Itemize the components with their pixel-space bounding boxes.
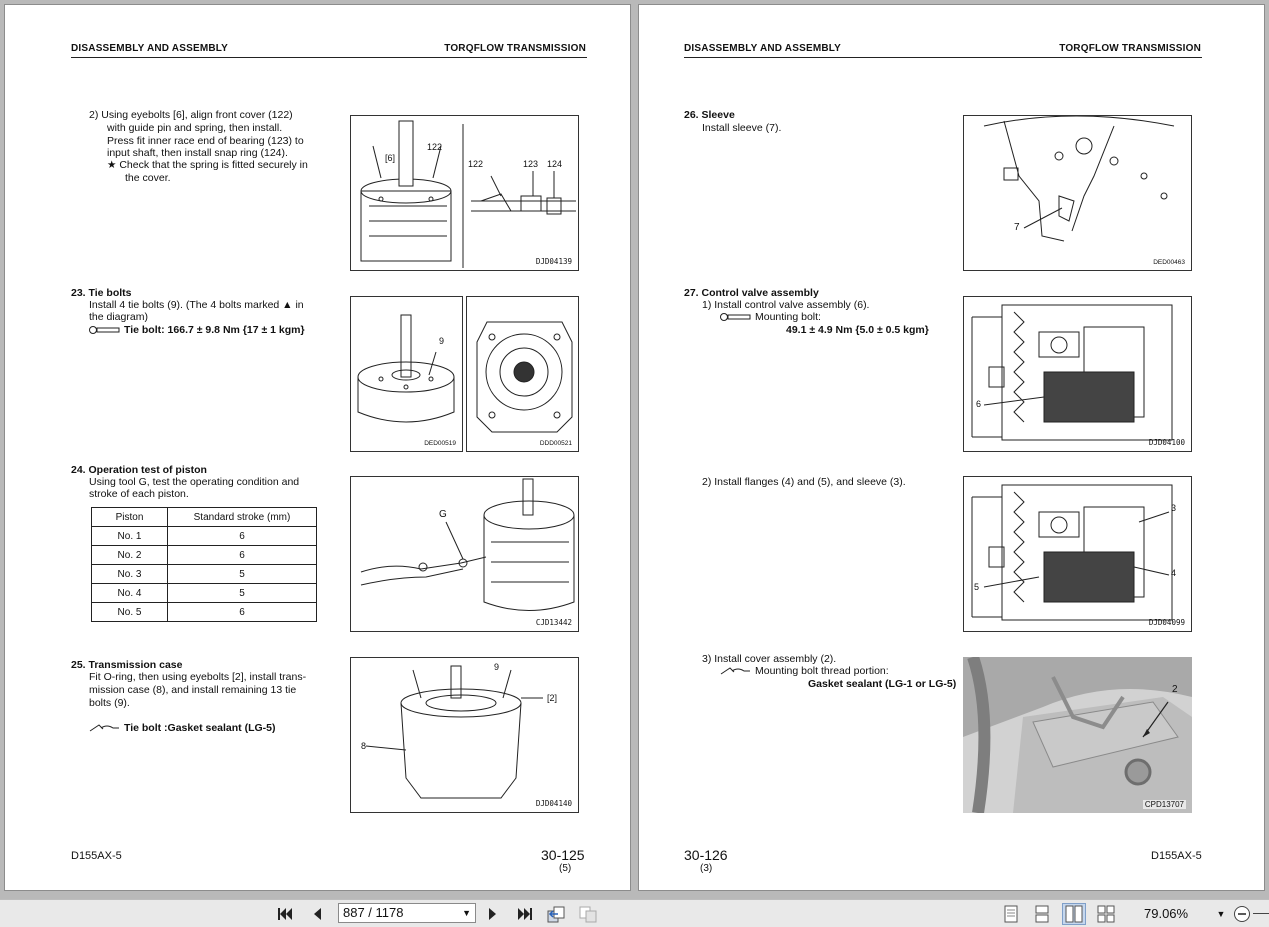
table-row — [92, 527, 317, 546]
transmission-case-drawing — [351, 658, 579, 813]
figure-code: DDD00521 — [539, 440, 572, 447]
zoom-slider-track[interactable] — [1253, 913, 1269, 914]
fig7-callout-3: 3 — [1171, 503, 1177, 513]
header-rule — [71, 57, 587, 58]
fig4-callout-9: 9 — [494, 662, 500, 672]
last-page-icon — [515, 906, 533, 922]
header-section-title: DISASSEMBLY AND ASSEMBLY — [684, 43, 842, 54]
chevron-down-icon: ▼ — [1216, 909, 1226, 919]
single-page-view-icon — [1004, 905, 1018, 923]
table-row — [92, 603, 317, 622]
column-header: Piston — [92, 508, 168, 527]
photo-cover-assembly — [963, 657, 1192, 813]
continuous-view-button[interactable] — [1032, 904, 1052, 924]
fig3-callout-G: G — [439, 509, 447, 520]
sealant-icon — [720, 666, 752, 676]
step-25-spec — [89, 722, 276, 734]
step-2-line-6: the cover. — [125, 172, 171, 184]
table-cell: No. 1 — [92, 527, 168, 546]
figure-code: CJD13442 — [535, 618, 572, 627]
viewer-toolbar — [0, 899, 1269, 927]
step-23-line-1: Install 4 tie bolts (9). (The 4 bolts marked ▲ in — [89, 299, 304, 311]
table-row — [92, 546, 317, 565]
prev-page-button[interactable] — [307, 904, 327, 924]
continuous-facing-view-icon — [1097, 905, 1115, 923]
table-cell: 5 — [168, 584, 317, 603]
torque-wrench-icon — [720, 312, 752, 322]
figure-front-cover-install — [350, 115, 579, 271]
front-cover-drawing — [351, 116, 579, 271]
figure-code: DJD04099 — [1148, 618, 1185, 627]
page-number: 30-125 — [541, 847, 585, 863]
step-2-line-2: with guide pin and spring, then install. — [107, 122, 283, 134]
step-27-spec-value: 49.1 ± 4.9 Nm {5.0 ± 0.5 kgm} — [786, 324, 929, 336]
fig1-callout-124: 124 — [547, 159, 563, 169]
page-number: 30-126 — [684, 847, 728, 863]
step-26-title: 26. Sleeve — [684, 109, 735, 121]
fig6-callout-6: 6 — [976, 399, 982, 409]
figure-transmission-case — [350, 657, 579, 813]
fig7-callout-4: 4 — [1171, 568, 1177, 578]
step-25-line-1: Fit O-ring, then using eyebolts [2], install trans- — [89, 671, 307, 683]
fig4-callout-2: [2] — [547, 693, 558, 703]
step-24-title: 24. Operation test of piston — [71, 464, 207, 476]
piston-stroke-table — [91, 507, 317, 622]
cover-assembly-photo — [963, 657, 1192, 813]
step-27-sub-1: 1) Install control valve assembly (6). — [702, 299, 870, 311]
step-25-spec-text: Tie bolt :Gasket sealant (LG-5) — [124, 722, 276, 734]
figure-flanges-sleeve — [963, 476, 1192, 632]
go-back-button[interactable] — [546, 904, 566, 924]
figure-piston-test — [350, 476, 579, 632]
step-27-spec-3-label: Mounting bolt thread portion: — [755, 665, 889, 677]
table-cell: No. 4 — [92, 584, 168, 603]
figure-code: DED00463 — [1153, 259, 1185, 266]
header-chapter-title: TORQFLOW TRANSMISSION — [444, 43, 586, 54]
figure-control-valve — [963, 296, 1192, 452]
facing-view-button[interactable] — [1062, 903, 1086, 925]
continuous-view-icon — [1035, 905, 1049, 923]
fig1-callout-123: 123 — [523, 159, 539, 169]
step-27-spec-3 — [720, 665, 889, 677]
go-forward-icon — [578, 905, 598, 923]
footer-model: D155AX-5 — [1151, 850, 1202, 862]
piston-test-drawing — [351, 477, 579, 632]
first-page-icon — [277, 906, 295, 922]
step-24-line-1: Using tool G, test the operating condition and — [89, 476, 300, 488]
figure-code: DJD04139 — [535, 257, 572, 266]
last-page-button[interactable] — [514, 904, 534, 924]
table-cell: 6 — [168, 603, 317, 622]
next-page-icon — [486, 906, 500, 922]
step-27-title: 27. Control valve assembly — [684, 287, 819, 299]
step-2-line-3: Press fit inner race end of bearing (123) to — [107, 135, 304, 147]
flanges-sleeve-drawing — [964, 477, 1192, 632]
page-number-input[interactable] — [338, 903, 476, 923]
step-23-line-2: the diagram) — [89, 311, 148, 323]
facing-view-icon — [1065, 905, 1083, 923]
fig7-callout-5: 5 — [974, 582, 980, 592]
sleeve-drawing — [964, 116, 1192, 271]
fig1-callout-6: [6] — [385, 153, 396, 163]
step-24-line-2: stroke of each piston. — [89, 488, 189, 500]
fig1-callout-122b: 122 — [468, 159, 484, 169]
sealant-icon — [89, 723, 121, 733]
zoom-level[interactable]: 79.06% — [1144, 906, 1189, 921]
step-23-spec — [89, 324, 305, 336]
page-number-value: 887 / 1178 — [343, 905, 404, 920]
step-2-line-1: 2) Using eyebolts [6], align front cover (122) — [89, 109, 293, 121]
revision-number: (5) — [559, 863, 572, 874]
fig5-callout-7: 7 — [1014, 222, 1020, 233]
footer-model: D155AX-5 — [71, 850, 122, 862]
step-27-sub-2: 2) Install flanges (4) and (5), and sleeve (3). — [702, 476, 906, 488]
left-page — [4, 4, 631, 891]
step-27-spec-3-value: Gasket sealant (LG-1 or LG-5) — [808, 678, 957, 690]
chevron-down-icon[interactable]: ▼ — [462, 908, 471, 918]
right-page — [638, 4, 1265, 891]
step-23-spec-text: Tie bolt: 166.7 ± 9.8 Nm {17 ± 1 kgm} — [124, 324, 305, 336]
step-27-sub-3: 3) Install cover assembly (2). — [702, 653, 837, 665]
step-25-line-2: mission case (8), and install remaining 13 tie — [89, 684, 297, 696]
figure-tie-bolts-a — [350, 296, 463, 452]
torque-wrench-icon — [89, 325, 121, 335]
step-27-spec-1 — [720, 311, 821, 323]
step-25-line-3: bolts (9). — [89, 697, 130, 709]
continuous-facing-view-button[interactable] — [1096, 904, 1116, 924]
table-row — [92, 584, 317, 603]
step-23-title: 23. Tie bolts — [71, 287, 132, 299]
table-row — [92, 565, 317, 584]
header-chapter-title: TORQFLOW TRANSMISSION — [1059, 43, 1201, 54]
prev-page-icon — [310, 906, 324, 922]
table-cell: 6 — [168, 527, 317, 546]
fig2a-callout-9: 9 — [439, 336, 445, 346]
step-25-title: 25. Transmission case — [71, 659, 183, 671]
figure-code: DED00519 — [424, 440, 456, 447]
control-valve-drawing — [964, 297, 1192, 452]
tie-bolts-drawing-a — [351, 297, 463, 452]
fig8-callout-2: 2 — [1172, 684, 1178, 695]
table-cell: No. 5 — [92, 603, 168, 622]
table-cell: No. 2 — [92, 546, 168, 565]
figure-tie-bolts-b — [466, 296, 579, 452]
fig1-callout-122a: 122 — [427, 142, 443, 152]
go-back-icon — [546, 905, 566, 923]
step-26-line-1: Install sleeve (7). — [702, 122, 782, 134]
tie-bolts-drawing-b — [467, 297, 579, 452]
figure-code: CPD13707 — [1144, 800, 1184, 809]
step-27-spec-label: Mounting bolt: — [755, 311, 821, 323]
table-cell: 6 — [168, 546, 317, 565]
step-2-line-4: input shaft, then install snap ring (124). — [107, 147, 288, 159]
step-2-line-5: ★ Check that the spring is fitted securely in — [107, 159, 308, 171]
figure-code: DJD04140 — [535, 799, 572, 808]
zoom-out-icon — [1233, 905, 1251, 923]
single-page-view-button[interactable] — [1001, 904, 1021, 924]
column-header: Standard stroke (mm) — [168, 508, 317, 527]
figure-sleeve — [963, 115, 1192, 271]
go-forward-button[interactable] — [578, 904, 598, 924]
revision-number: (3) — [700, 863, 713, 874]
table-cell: 5 — [168, 565, 317, 584]
first-page-button[interactable] — [276, 904, 296, 924]
next-page-button[interactable] — [483, 904, 503, 924]
header-rule — [684, 57, 1202, 58]
table-header-row — [92, 508, 317, 527]
figure-code: DJD04100 — [1148, 438, 1185, 447]
zoom-dropdown[interactable] — [1215, 904, 1227, 924]
table-cell: No. 3 — [92, 565, 168, 584]
header-section-title: DISASSEMBLY AND ASSEMBLY — [71, 43, 229, 54]
fig4-callout-8: 8 — [361, 741, 367, 751]
zoom-out-button[interactable] — [1232, 904, 1252, 924]
